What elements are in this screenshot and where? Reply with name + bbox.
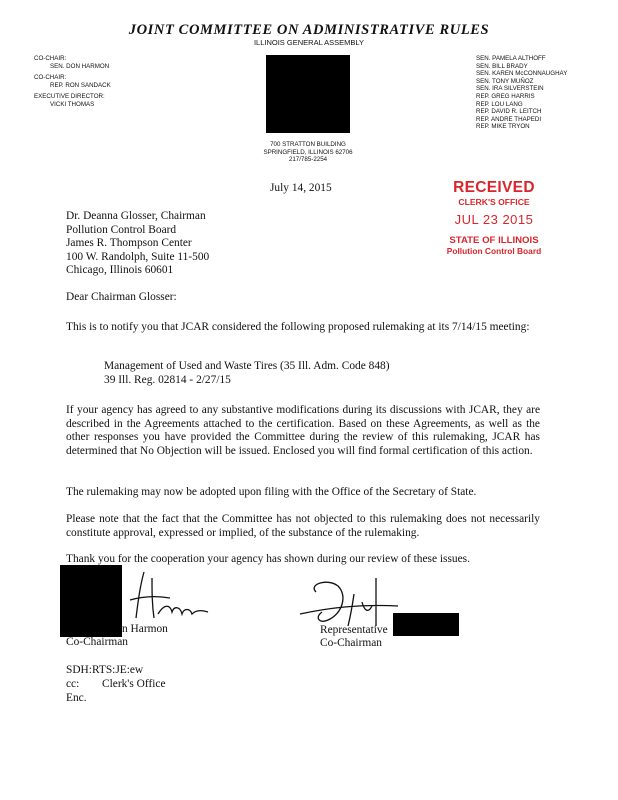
- member-item: SEN. IRA SILVERSTEIN: [476, 85, 544, 93]
- member-item: SEN. KAREN McCONNAUGHAY: [476, 70, 568, 78]
- member-item: REP. DAVID R. LEITCH: [476, 108, 542, 116]
- member-item: REP. ANDRE THAPEDI: [476, 115, 542, 123]
- left-officers-block: [34, 55, 111, 109]
- adoption-paragraph: The rulemaking may now be adopted upon filing with the Office of the Secretary of State.: [66, 486, 477, 498]
- redacted-name: [393, 613, 459, 636]
- member-item: REP. GREG HARRIS: [476, 92, 535, 100]
- recipient-address: [66, 210, 209, 278]
- stamp-date: JUL 23 2015: [454, 212, 534, 227]
- stamp-received: RECEIVED: [453, 179, 535, 196]
- signer1-name: n Harmon: [122, 623, 168, 635]
- member-item: SEN. BILL BRADY: [476, 62, 528, 70]
- received-stamp: [432, 179, 556, 256]
- address-line: 217/785-2254: [288, 156, 328, 164]
- cc-value: Clerk's Office: [102, 678, 166, 690]
- recipient-line: Chicago, Illinois 60601: [66, 264, 174, 276]
- salutation: Dear Chairman Glosser:: [66, 291, 177, 303]
- cc-label: cc:: [66, 678, 80, 690]
- organization-subtitle: ILLINOIS GENERAL ASSEMBLY: [253, 38, 365, 47]
- letter-date: July 14, 2015: [270, 182, 332, 194]
- rule-register: 39 Ill. Reg. 02814 - 2/27/15: [104, 374, 231, 386]
- cochair1-title: CO-CHAIR:: [34, 55, 67, 62]
- enclosure: Enc.: [66, 692, 87, 704]
- thanks-paragraph: Thank you for the cooperation your agency has shown during our review of these issues.: [66, 553, 470, 565]
- stamp-board: Pollution Control Board: [446, 246, 542, 256]
- recipient-line: James R. Thompson Center: [66, 237, 192, 249]
- executive-director-name: VICKI THOMAS: [50, 100, 95, 108]
- address-line: SPRINGFIELD, ILLINOIS 62706: [263, 148, 353, 156]
- intro-paragraph: This is to notify you that JCAR considered the following proposed rulemaking at its 7/14/15 meeting:: [66, 321, 530, 333]
- members-list: [476, 55, 567, 131]
- signer2-name: Representative: [320, 624, 388, 636]
- initials: SDH:RTS:JE:ew: [66, 664, 144, 676]
- signer2-title: Co-Chairman: [320, 637, 383, 649]
- agreements-paragraph: If your agency has agreed to any substantive modifications during its discussions with JCAR, they are described in the Agreements attached to the certification. Based on these Agreements, as well as the other responses you have provided the Committee during the review of this rulemaking, JCAR has determined that No Objection will be issued. Enclosed you will find formal certification of this action.: [66, 404, 540, 457]
- executive-director-title: EXECUTIVE DIRECTOR:: [34, 93, 105, 101]
- recipient-line: Dr. Deanna Glosser, Chairman: [66, 210, 206, 222]
- recipient-line: 100 W. Randolph, Suite 11-500: [66, 250, 210, 263]
- redacted-seal: [266, 55, 350, 133]
- organization-name: JOINT COMMITTEE ON ADMINISTRATIVE RULES: [128, 22, 490, 38]
- rule-title: Management of Used and Waste Tires (35 Ill. Adm. Code 848): [104, 360, 390, 372]
- stamp-office: CLERK'S OFFICE: [458, 197, 530, 207]
- member-item: SEN. TONY MUÑOZ: [476, 77, 534, 85]
- cochair2-name: REP. RON SANDACK: [50, 81, 111, 89]
- signer1-title: Co-Chairman: [66, 636, 129, 648]
- cochair2-title: CO-CHAIR:: [34, 74, 67, 82]
- address-block: [250, 141, 366, 164]
- stamp-state: STATE OF ILLINOIS: [449, 235, 539, 246]
- cochair1-name: SEN. DON HARMON: [50, 62, 110, 70]
- member-item: REP. LOU LANG: [476, 100, 523, 108]
- member-item: SEN. PAMELA ALTHOFF: [476, 55, 546, 62]
- address-line: 700 STRATTON BUILDING: [270, 141, 346, 148]
- signature-representative: [298, 574, 408, 630]
- signature-harmon: [112, 568, 212, 626]
- note-paragraph: Please note that the fact that the Committee has not objected to this rulemaking does not necessarily constitute approval, expressed or implied, of the substance of the rulemaking.: [66, 513, 540, 539]
- member-item: REP. MIKE TRYON: [476, 123, 530, 131]
- recipient-line: Pollution Control Board: [66, 223, 177, 236]
